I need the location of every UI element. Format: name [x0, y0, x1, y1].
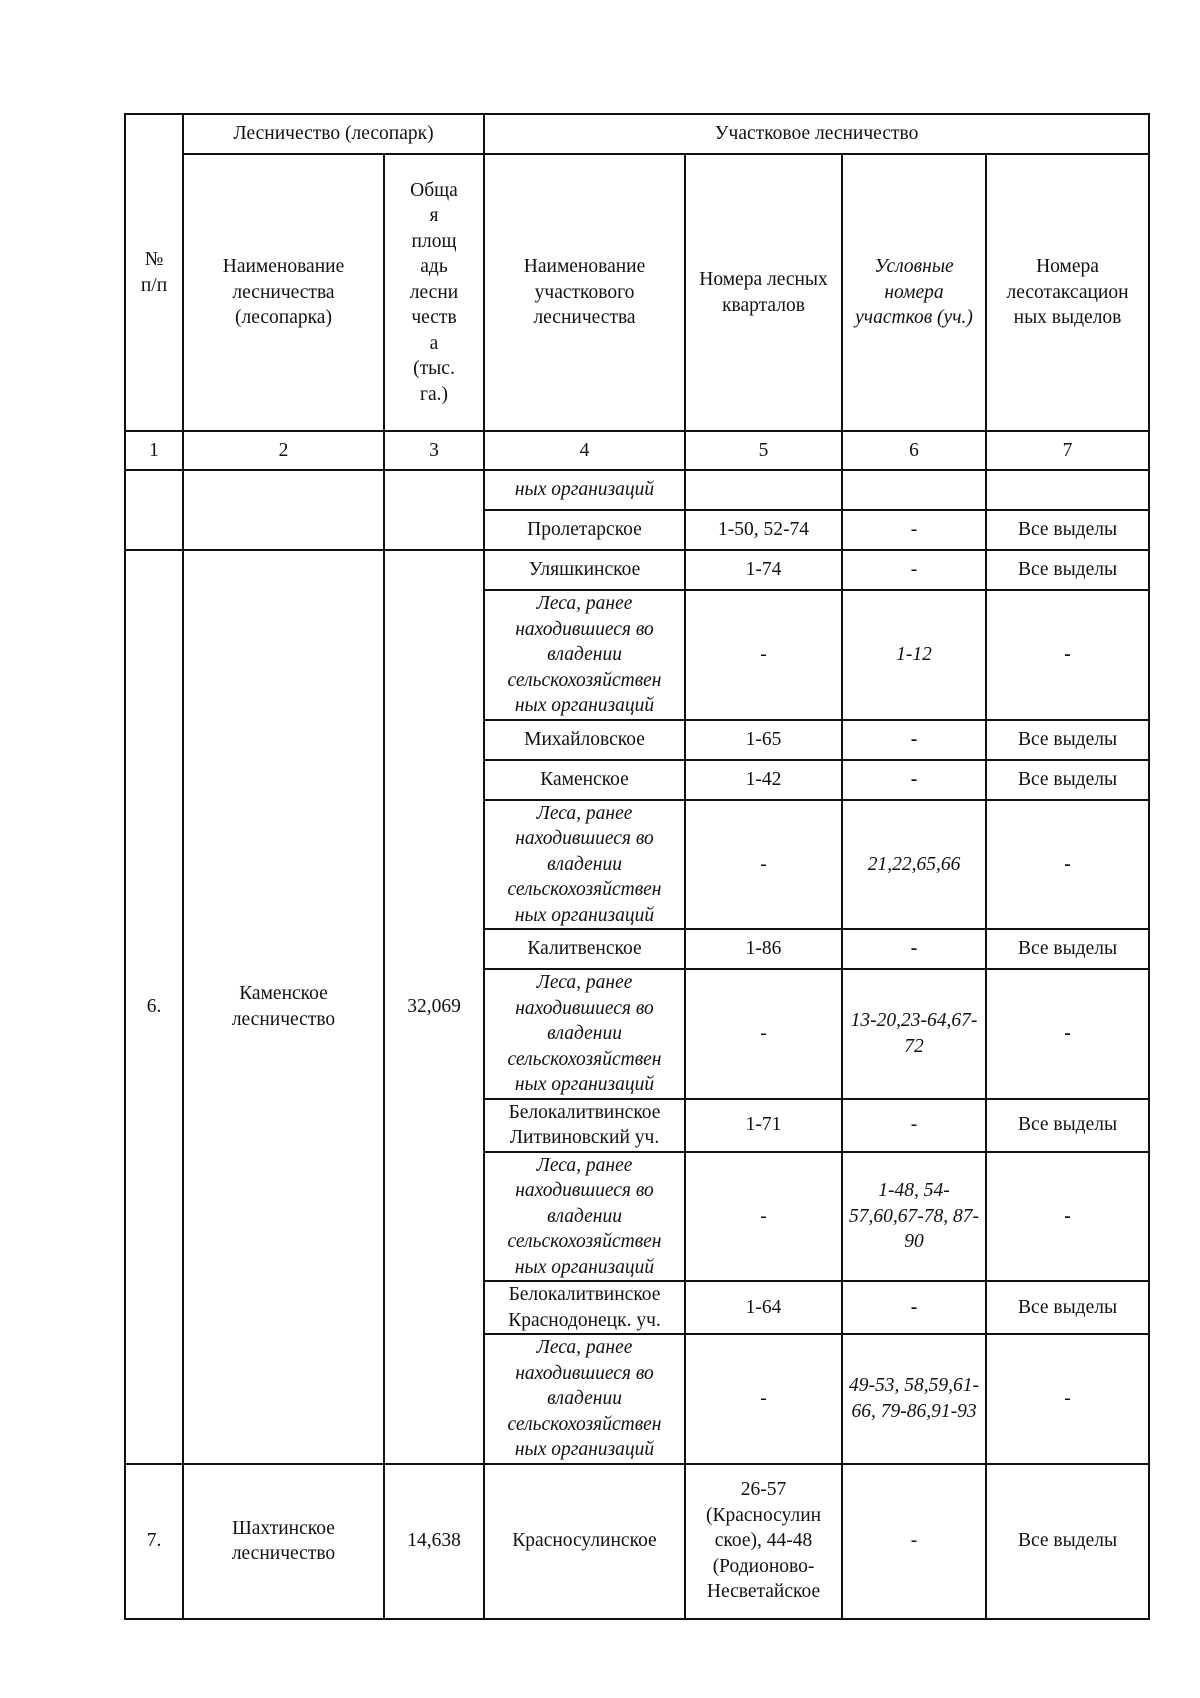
forestry-area: 32,069 [384, 550, 484, 1464]
district-cell: Белокалитвинское Краснодонецк. уч. [484, 1281, 685, 1334]
sections-cell: - [986, 1152, 1149, 1282]
quarters-cell: 1-86 [685, 929, 842, 969]
quarters-cell: - [685, 969, 842, 1099]
sections-cell [986, 470, 1149, 510]
column-number: 4 [484, 431, 685, 470]
plots-cell: - [842, 1464, 986, 1619]
column-number: 2 [183, 431, 384, 470]
plots-cell: - [842, 929, 986, 969]
header-plots: Условные номера участков (уч.) [842, 154, 986, 431]
district-cell: Калитвенское [484, 929, 685, 969]
column-number: 5 [685, 431, 842, 470]
plots-cell: 1-48, 54-57,60,67-78, 87-90 [842, 1152, 986, 1282]
sections-cell: - [986, 969, 1149, 1099]
row-number: 6. [125, 550, 183, 1464]
plots-cell: - [842, 550, 986, 590]
column-number: 6 [842, 431, 986, 470]
plots-cell: 1-12 [842, 590, 986, 720]
header-forestry-group: Лесничество (лесопарк) [183, 114, 484, 154]
plots-cell: 13-20,23-64,67-72 [842, 969, 986, 1099]
header-district-group: Участковое лесничество [484, 114, 1149, 154]
sections-cell: - [986, 1334, 1149, 1464]
sections-cell: Все выделы [986, 720, 1149, 760]
district-cell: Леса, ранее находившиеся во владении сельскохозяйствен ных организаций [484, 969, 685, 1099]
quarters-cell [685, 470, 842, 510]
quarters-cell: 26-57 (Красносулин ское), 44-48 (Родионово-Несветайское [685, 1464, 842, 1619]
plots-cell: - [842, 510, 986, 550]
district-cell: ных организаций [484, 470, 685, 510]
forestry-name: Шахтинское лесничество [183, 1464, 384, 1619]
quarters-cell: 1-42 [685, 760, 842, 800]
header-forestry-name: Наименование лесничества (лесопарка) [183, 154, 384, 431]
plots-cell: - [842, 720, 986, 760]
sections-cell: - [986, 800, 1149, 930]
district-cell: Михайловское [484, 720, 685, 760]
column-number: 1 [125, 431, 183, 470]
continuation-num-cell [125, 470, 183, 550]
quarters-cell: 1-50, 52-74 [685, 510, 842, 550]
plots-cell: 21,22,65,66 [842, 800, 986, 930]
forestry-area: 14,638 [384, 1464, 484, 1619]
district-cell: Уляшкинское [484, 550, 685, 590]
plots-cell: - [842, 1099, 986, 1152]
header-sections: Номера лесотаксацион ных выделов [986, 154, 1149, 431]
forestry-table [124, 113, 1150, 1620]
quarters-cell: 1-64 [685, 1281, 842, 1334]
district-cell: Пролетарское [484, 510, 685, 550]
district-cell: Белокалитвинское Литвиновский уч. [484, 1099, 685, 1152]
header-district-name: Наименование участкового лесничества [484, 154, 685, 431]
district-cell: Каменское [484, 760, 685, 800]
quarters-cell: - [685, 800, 842, 930]
column-number: 7 [986, 431, 1149, 470]
column-number: 3 [384, 431, 484, 470]
plots-cell: - [842, 1281, 986, 1334]
sections-cell: - [986, 590, 1149, 720]
plots-cell [842, 470, 986, 510]
sections-cell: Все выделы [986, 510, 1149, 550]
quarters-cell: 1-65 [685, 720, 842, 760]
district-cell: Красносулинское [484, 1464, 685, 1619]
continuation-area-cell [384, 470, 484, 550]
sections-cell: Все выделы [986, 1281, 1149, 1334]
district-cell: Леса, ранее находившиеся во владении сельскохозяйствен ных организаций [484, 1152, 685, 1282]
continuation-forestry-cell [183, 470, 384, 550]
district-cell: Леса, ранее находившиеся во владении сельскохозяйствен ных организаций [484, 1334, 685, 1464]
quarters-cell: - [685, 1152, 842, 1282]
sections-cell: Все выделы [986, 929, 1149, 969]
quarters-cell: 1-74 [685, 550, 842, 590]
forestry-name: Каменское лесничество [183, 550, 384, 1464]
district-cell: Леса, ранее находившиеся во владении сельскохозяйствен ных организаций [484, 590, 685, 720]
sections-cell: Все выделы [986, 1099, 1149, 1152]
plots-cell: - [842, 760, 986, 800]
sections-cell: Все выделы [986, 550, 1149, 590]
quarters-cell: - [685, 1334, 842, 1464]
quarters-cell: - [685, 590, 842, 720]
plots-cell: 49-53, 58,59,61-66, 79-86,91-93 [842, 1334, 986, 1464]
header-num: № п/п [125, 114, 183, 431]
header-quarters: Номера лесных кварталов [685, 154, 842, 431]
district-cell: Леса, ранее находившиеся во владении сельскохозяйствен ных организаций [484, 800, 685, 930]
sections-cell: Все выделы [986, 1464, 1149, 1619]
quarters-cell: 1-71 [685, 1099, 842, 1152]
row-number: 7. [125, 1464, 183, 1619]
sections-cell: Все выделы [986, 760, 1149, 800]
header-area: Обща я площ адь лесни честв а (тыс. га.) [384, 154, 484, 431]
